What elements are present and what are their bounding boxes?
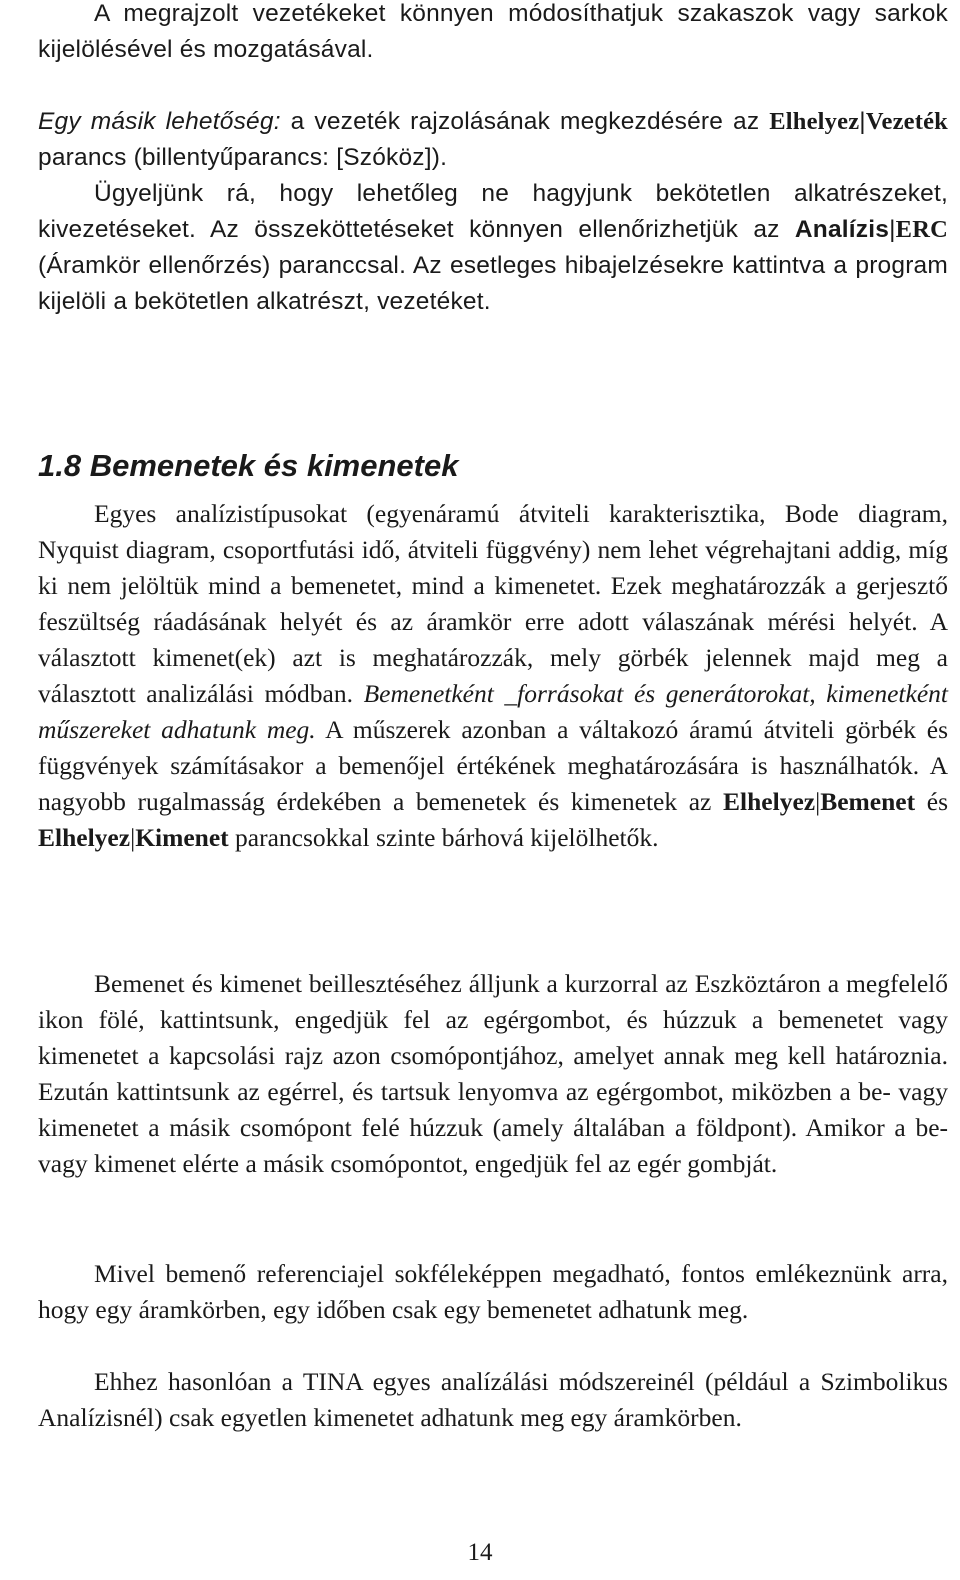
paragraph-wire-editing: [38, 0, 948, 68]
menu-separator: |: [130, 823, 136, 852]
menu-path-place: Elhelyez: [38, 823, 131, 852]
paragraph-inputs-outputs: [38, 496, 948, 856]
menu-separator: |: [889, 216, 896, 243]
paragraph-insert-io: [38, 966, 948, 1182]
menu-path-input: Bemenet: [820, 787, 916, 816]
paragraph-text: Bemenet és kimenet beillesztéséhez álljunk a kurzorral az Eszköztáron a megfelelő ikon fölé, kattintsunk, engedjük fel az egérgombot, és húzzuk a bemenetet vagy kimenetet a kapcsolási rajz azon csomópontjához, amelyet annak meg kell határoznia. Ezután kattintsunk az egérrel, és tartsuk lenyomva az egérgombot, miközben a be- vagy kimenetet a másik csomópont felé húzzuk (amely általában a földpont). Amikor a be- vagy kimenet elérte a másik csomópontot, engedjük fel az egér gombját.: [38, 969, 948, 1178]
paragraph-erc-check: [38, 176, 948, 320]
paragraph-text: Egyes analízistípusokat (egyenáramú átviteli karakterisztika, Bode diagram, Nyquist diagram, csoportfutási idő, átviteli függvény) nem lehet végrehajtani addig, míg ki nem jelöltük mind a bemenetet, mind a kimenetet. Ezek meghatározzák a gerjesztő feszültség ráadásának helyét és az áramkör erre adott válaszának mérési helyét. A választott kimenet(ek) azt is meghatározzák, mely görbék jelennek majd meg a választott analizálási módban.: [38, 499, 948, 708]
paragraph-text: Ügyeljünk rá, hogy lehetőleg ne hagyjunk bekötetlen alkatrészeket, kivezetéseket. Az összeköttetéseket könnyen ellenőrizhetjük az: [38, 180, 948, 243]
paragraph-single-output: [38, 1364, 948, 1436]
menu-separator: |: [859, 108, 866, 135]
paragraph-text: Ehhez hasonlóan a TINA egyes analízálási módszereinél (például a Szimbolikus Analízisnél) csak egyetlen kimenetet adhatunk meg egy áramkörben.: [38, 1367, 948, 1432]
section-heading: 1.8 Bemenetek és kimenetek: [38, 448, 459, 483]
menu-path-output: Kimenet: [135, 823, 229, 852]
menu-path-erc: ERC: [895, 216, 948, 243]
italic-phrase: Bemenetként _forrásokat és generátorokat, kimenetként műszereket adhatunk meg.: [38, 679, 948, 744]
paragraph-text: parancs (billentyűparancs: [Szóköz]).: [38, 144, 448, 171]
page-number: 14: [467, 1539, 493, 1566]
paragraph-text: és: [915, 787, 948, 816]
italic-phrase: Egy másik lehetőség:: [38, 108, 281, 135]
menu-path-place: Elhelyez: [769, 108, 860, 135]
paragraph-single-input: [38, 1256, 948, 1328]
paragraph-text: Mivel bemenő referenciajel sokféleképpen megadható, fontos emlékeznünk arra, hogy egy áramkörben, egy időben csak egy bemenetet adhatunk meg.: [38, 1259, 948, 1324]
menu-path-place: Elhelyez: [723, 787, 816, 816]
paragraph-text: A megrajzolt vezetékeket könnyen módosíthatjuk szakaszok vagy sarkok kijelölésével és mozgatásával.: [38, 0, 948, 63]
paragraph-text: A műszerek azonban a váltakozó áramú átviteli görbék és függvények számításakor a bemenőjel értékének meghatározására is használhatók. A nagyobb rugalmasság érdekében a bemenetek és kimenetek az: [38, 715, 949, 816]
menu-path-wire: Vezeték: [865, 108, 948, 135]
paragraph-wire-command: [38, 104, 948, 176]
paragraph-text: parancsokkal szinte bárhová kijelölhetők.: [228, 823, 659, 852]
menu-separator: |: [815, 787, 821, 816]
paragraph-text: a vezeték rajzolásának megkezdésére az: [280, 108, 770, 135]
menu-path-analysis: Analízis: [794, 216, 890, 243]
paragraph-text: (Áramkör ellenőrzés) paranccsal. Az esetleges hibajelzésekre kattintva a program kijelöli a bekötetlen alkatrészt, vezetéket.: [38, 252, 948, 315]
